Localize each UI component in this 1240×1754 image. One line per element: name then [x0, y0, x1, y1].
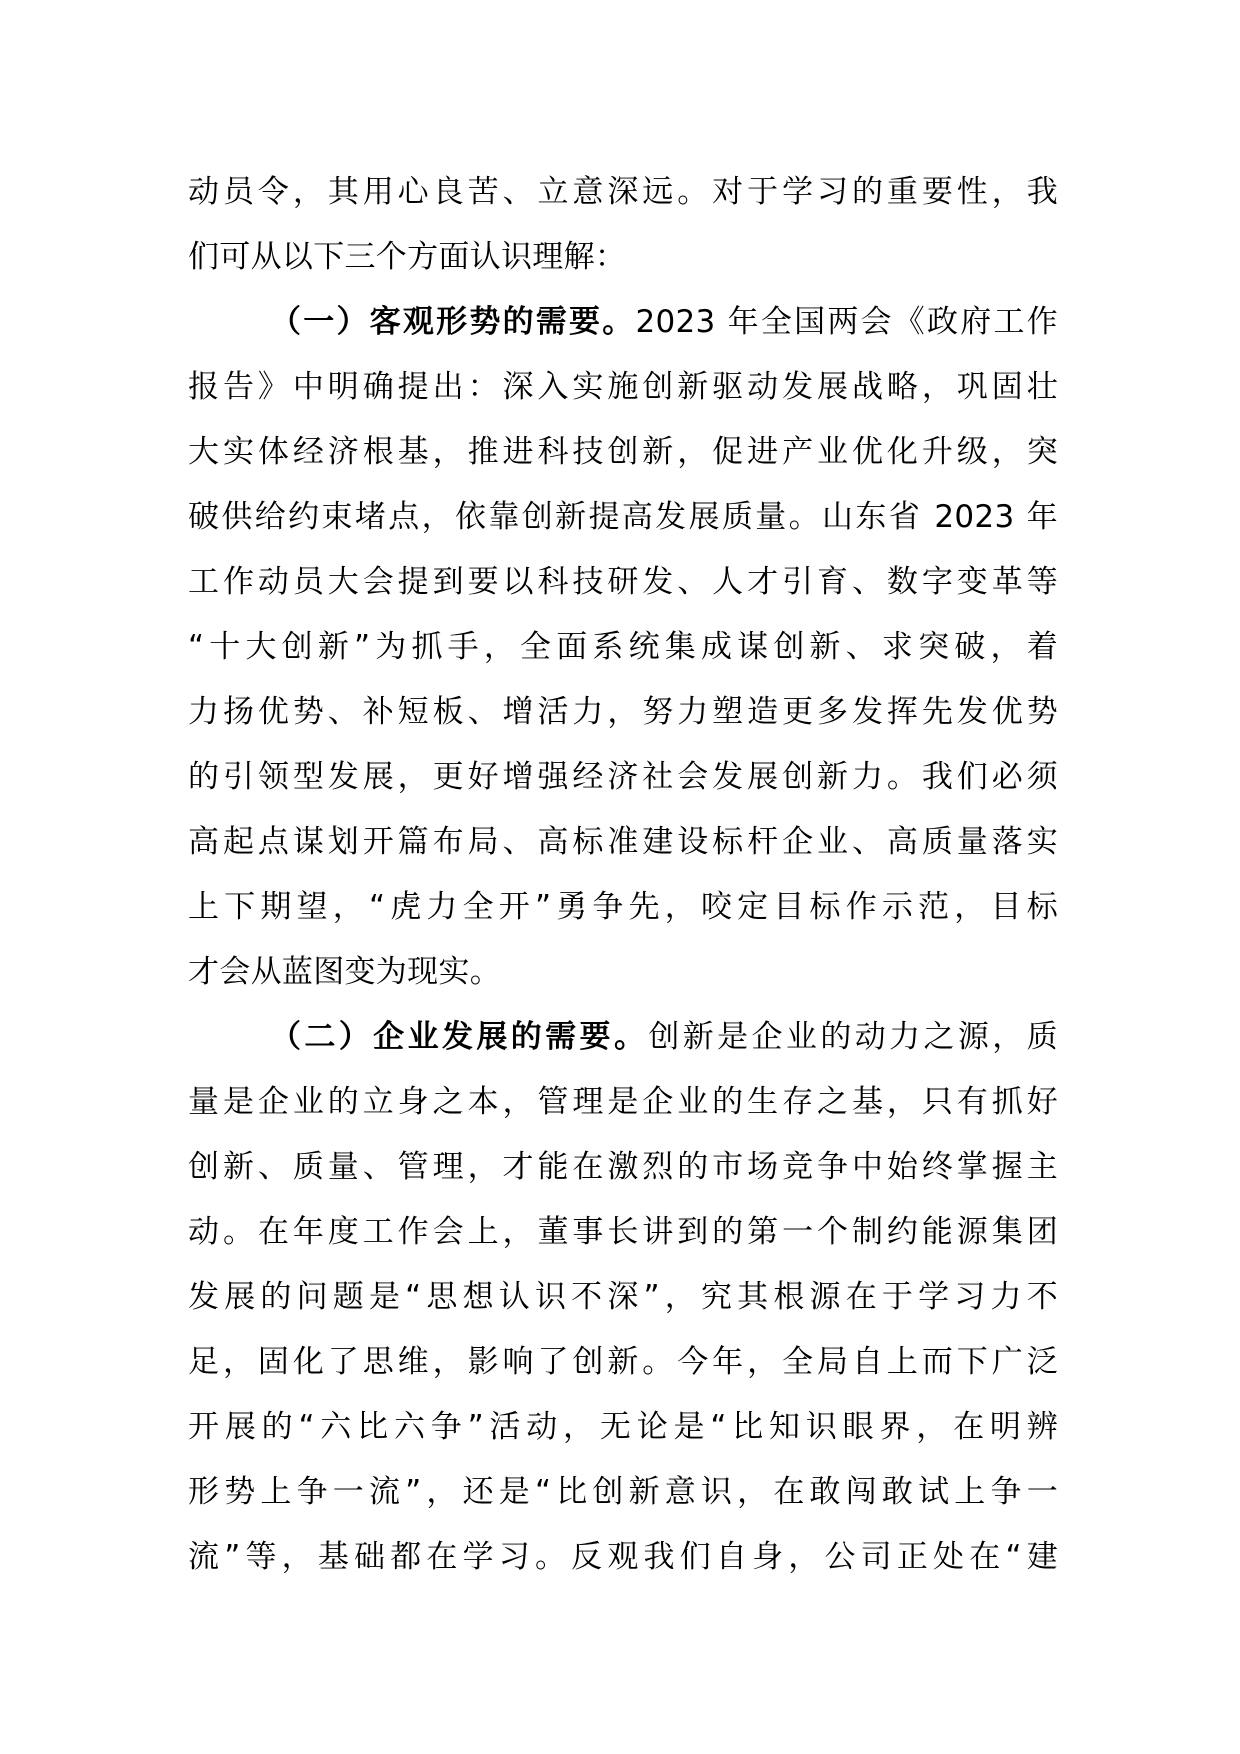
- text-line: 形势上争一流”，还是“比创新意识，在敢闯敢试上争一: [188, 1474, 1058, 1510]
- text-line: 高起点谋划开篇布局、高标准建设标杆企业、高质量落实: [188, 824, 1058, 860]
- section-paragraph-1-first-line: [188, 290, 1058, 355]
- text-line: 报告》中明确提出：深入实施创新驱动发展战略，巩固壮: [188, 369, 1058, 405]
- text-line: 发展的问题是“思想认识不深”，究其根源在于学习力不: [188, 1279, 1058, 1315]
- section-heading-1: （一）客观形势的需要。: [270, 304, 636, 340]
- document-body: [188, 160, 1058, 1590]
- text-line: 创新、质量、管理，才能在激烈的市场竞争中始终掌握主: [188, 1149, 1058, 1185]
- text-line: 动。在年度工作会上，董事长讲到的第一个制约能源集团: [188, 1214, 1058, 1250]
- text-line: 大实体经济根基，推进科技创新，促进产业优化升级，突: [188, 434, 1058, 470]
- text-line: 足，固化了思维，影响了创新。今年，全局自上而下广泛: [188, 1344, 1058, 1380]
- text-line: 们可从以下三个方面认识理解：: [188, 239, 627, 275]
- text-line-fragment: 2023 年全国两会《政府工作: [635, 304, 1058, 340]
- text-line: 动员令，其用心良苦、立意深远。对于学习的重要性，我: [188, 174, 1058, 210]
- section-paragraph-2-first-line: [188, 1005, 1058, 1070]
- text-line: 才会从蓝图变为现实。: [188, 954, 501, 990]
- text-line: “十大创新”为抓手，全面系统集成谋创新、求突破，着: [188, 629, 1058, 665]
- text-line: 工作动员大会提到要以科技研发、人才引育、数字变革等: [188, 564, 1058, 600]
- text-line: 的引领型发展，更好增强经济社会发展创新力。我们必须: [188, 759, 1058, 795]
- text-line: 破供给约束堵点，依靠创新提高发展质量。山东省 2023 年: [188, 499, 1058, 535]
- text-line: 力扬优势、补短板、增活力，努力塑造更多发挥先发优势: [188, 694, 1058, 730]
- text-line-fragment: 创新是企业的动力之源，质: [648, 1019, 1058, 1055]
- text-line: 上下期望，“虎力全开”勇争先，咬定目标作示范，目标: [188, 889, 1058, 925]
- text-line: 量是企业的立身之本，管理是企业的生存之基，只有抓好: [188, 1084, 1058, 1120]
- text-line: 开展的“六比六争”活动，无论是“比知识眼界，在明辨: [188, 1409, 1058, 1445]
- section-heading-2: （二）企业发展的需要。: [270, 1019, 649, 1055]
- text-line: 流”等，基础都在学习。反观我们自身，公司正处在“建: [188, 1539, 1058, 1575]
